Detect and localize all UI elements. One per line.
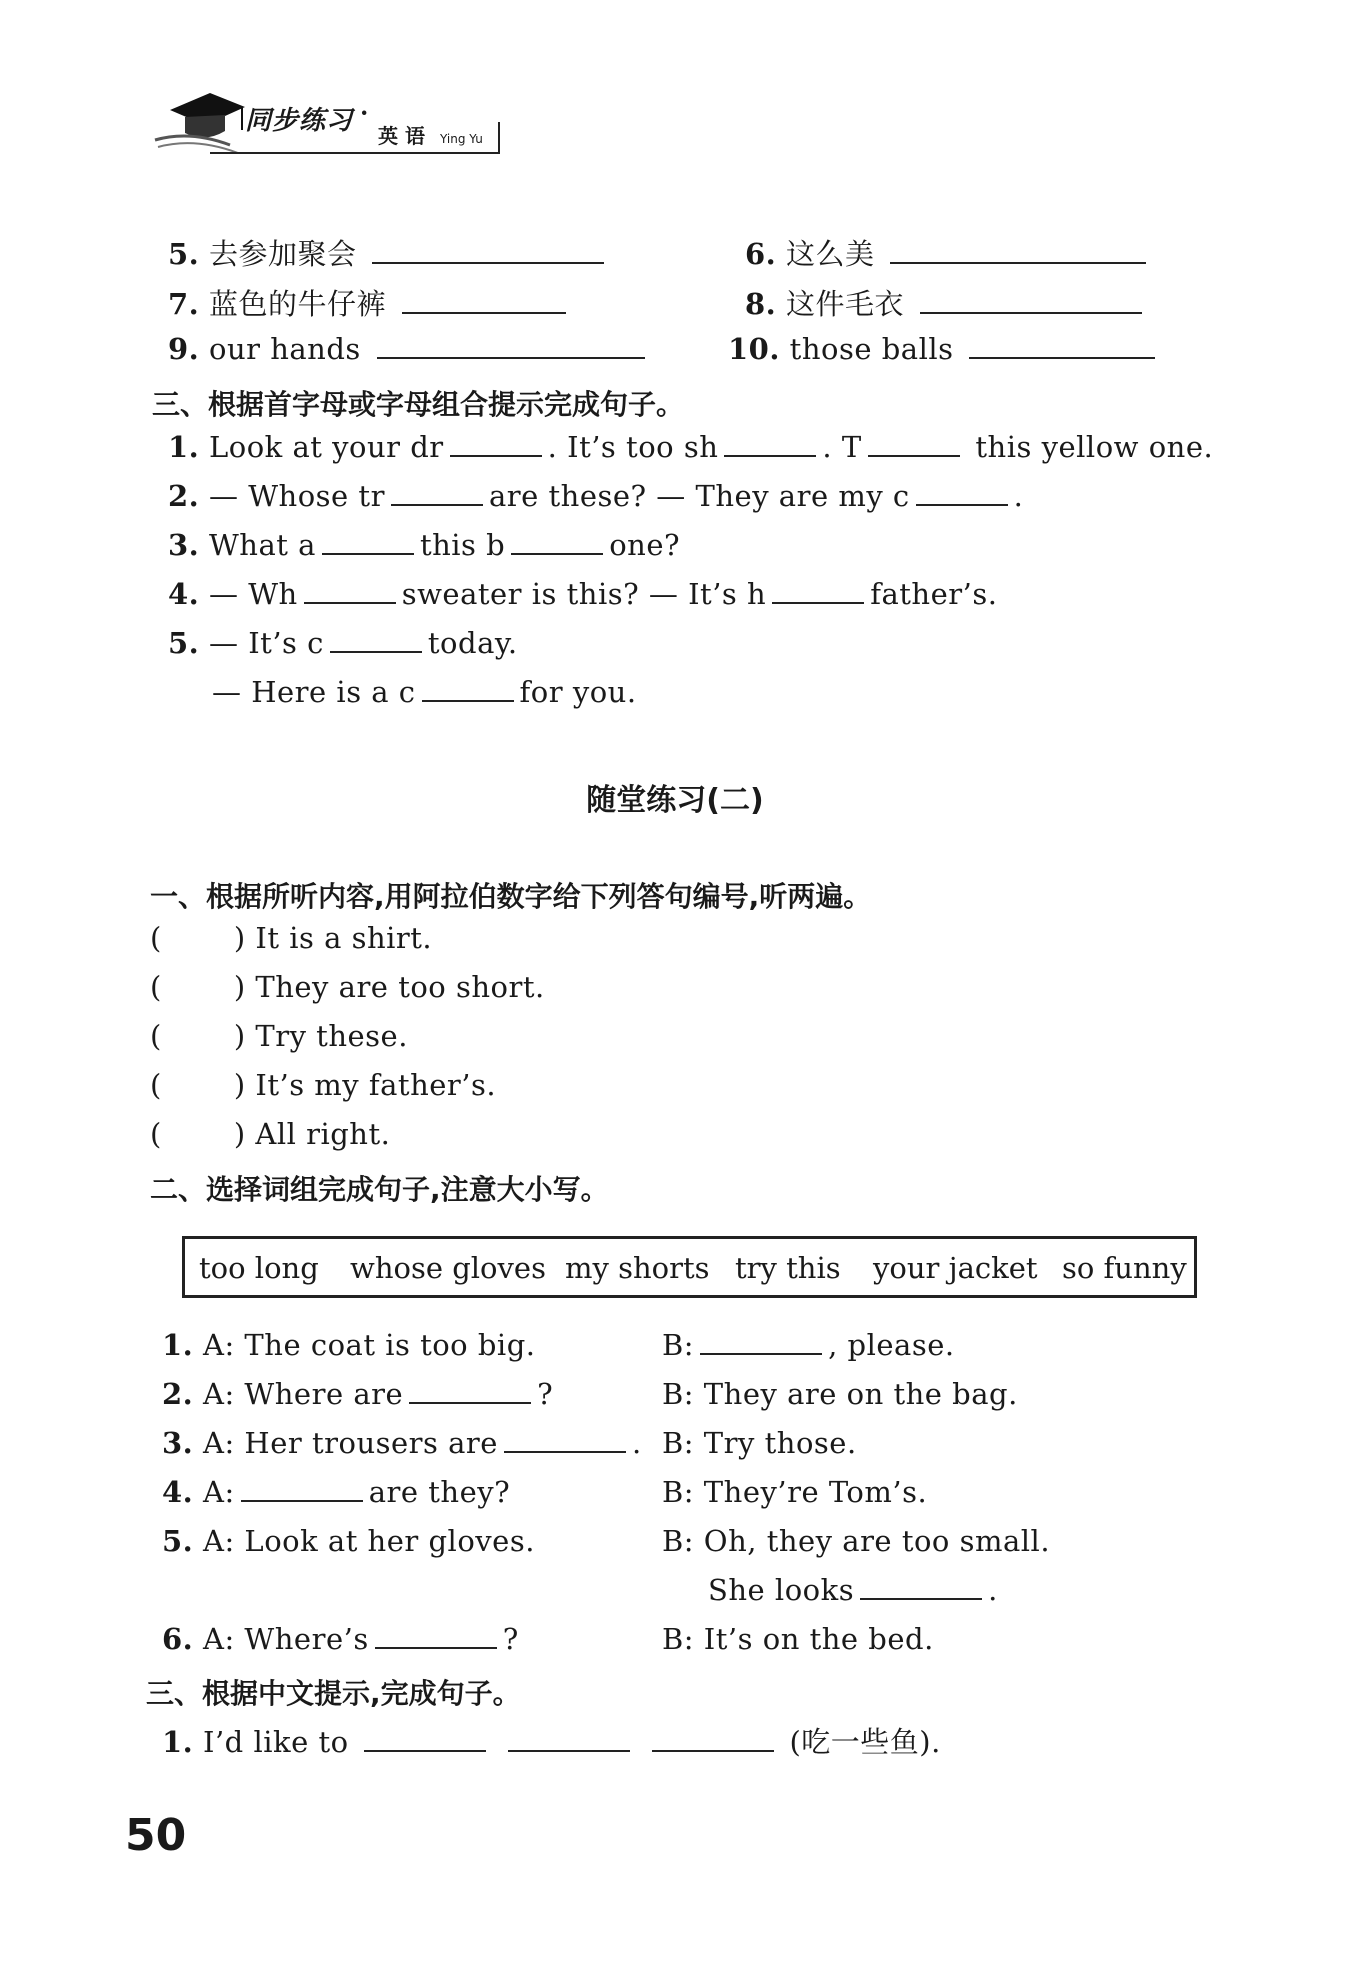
answer-blank[interactable] (377, 356, 645, 359)
answer-blank[interactable] (304, 601, 396, 604)
answer-blank[interactable] (372, 261, 604, 264)
answer-blank[interactable] (868, 454, 960, 457)
word-option: too long (199, 1251, 319, 1285)
header-dot: · (360, 98, 369, 127)
dialog-b: B: Try those. (662, 1426, 857, 1460)
section-title: 随堂练习(二) (586, 783, 764, 818)
word-option: your jacket (873, 1251, 1038, 1285)
dialog-b: B: It’s on the bed. (662, 1622, 934, 1656)
answer-blank[interactable] (772, 601, 864, 604)
dialog-a: 4. A: are they? (162, 1475, 511, 1509)
graduation-cap-icon (150, 85, 245, 160)
section-heading: 三、根据首字母或字母组合提示完成句子。 (152, 388, 685, 421)
numbering-item: ( ) All right. (150, 1117, 391, 1151)
page-number: 50 (125, 1810, 187, 1861)
dialog-a: 6. A: Where’s ? (162, 1622, 519, 1656)
vocab-item: 5. 去参加聚会 (168, 232, 610, 273)
sentence-line: 4. — Wh sweater is this? — It’s h father’s. (168, 577, 998, 611)
dialog-a: 5. A: Look at her gloves. (162, 1524, 535, 1558)
answer-blank[interactable] (700, 1352, 822, 1355)
numbering-item: ( ) They are too short. (150, 970, 545, 1004)
word-bank (182, 1236, 1197, 1298)
sentence-line: 3. What a this b one? (168, 528, 681, 562)
sentence-line: — Here is a c for you. (212, 675, 637, 709)
header-series: 同步练习 (245, 106, 354, 136)
header-divider (498, 122, 500, 153)
dialog-a: 2. A: Where are ? (162, 1377, 554, 1411)
answer-blank[interactable] (391, 503, 483, 506)
answer-blank[interactable] (375, 1646, 497, 1649)
dialog-b: B: , please. (662, 1328, 955, 1362)
word-option: try this (735, 1251, 841, 1285)
numbering-item: ( ) Try these. (150, 1019, 408, 1053)
vocab-item: 8. 这件毛衣 (745, 282, 1148, 323)
dialog-b: She looks . (708, 1573, 998, 1607)
sentence-line: 1. I’d like to (吃一些鱼). (162, 1725, 941, 1759)
numbering-item: ( ) It’s my father’s. (150, 1068, 497, 1102)
answer-blank[interactable] (724, 454, 816, 457)
answer-blank[interactable] (322, 552, 414, 555)
vocab-item: 9. our hands (168, 332, 651, 366)
section-heading: 三、根据中文提示,完成句子。 (146, 1677, 521, 1710)
answer-blank[interactable] (504, 1450, 626, 1453)
vocab-item: 10. those balls (728, 332, 1161, 366)
header-underline (210, 152, 500, 154)
section-heading: 一、根据所听内容,用阿拉伯数字给下列答句编号,听两遍。 (150, 880, 872, 913)
dialog-a: 3. A: Her trousers are . (162, 1426, 642, 1460)
vocab-item: 6. 这么美 (745, 232, 1152, 273)
answer-blank[interactable] (920, 311, 1142, 314)
word-option: my shorts (565, 1251, 710, 1285)
sentence-line: 2. — Whose tr are these? — They are my c . (168, 479, 1024, 513)
answer-blank[interactable] (916, 503, 1008, 506)
sentence-line: 1. Look at your dr . It’s too sh . T this yellow one. (168, 430, 1214, 464)
vocab-item: 7. 蓝色的牛仔裤 (168, 282, 572, 323)
answer-blank[interactable] (969, 356, 1155, 359)
answer-blank[interactable] (890, 261, 1146, 264)
header-pinyin: Ying Yu (440, 132, 483, 146)
answer-blank[interactable] (330, 650, 422, 653)
dialog-b: B: They’re Tom’s. (662, 1475, 928, 1509)
sentence-line: 5. — It’s c today. (168, 626, 518, 660)
answer-blank[interactable] (409, 1401, 531, 1404)
answer-blank[interactable] (511, 552, 603, 555)
answer-blank[interactable] (860, 1597, 982, 1600)
answer-blank[interactable] (364, 1749, 486, 1752)
word-option: so funny (1062, 1251, 1187, 1285)
answer-blank[interactable] (652, 1749, 774, 1752)
dialog-b: B: They are on the bag. (662, 1377, 1018, 1411)
answer-blank[interactable] (422, 699, 514, 702)
header-subject: 英 语 (378, 124, 425, 148)
word-option: whose gloves (350, 1251, 546, 1285)
dialog-b: B: Oh, they are too small. (662, 1524, 1051, 1558)
dialog-a: 1. A: The coat is too big. (162, 1328, 536, 1362)
answer-blank[interactable] (402, 311, 566, 314)
answer-blank[interactable] (508, 1749, 630, 1752)
section-heading: 二、选择词组完成句子,注意大小写。 (150, 1173, 609, 1206)
answer-blank[interactable] (241, 1499, 363, 1502)
answer-blank[interactable] (450, 454, 542, 457)
numbering-item: ( ) It is a shirt. (150, 921, 433, 955)
